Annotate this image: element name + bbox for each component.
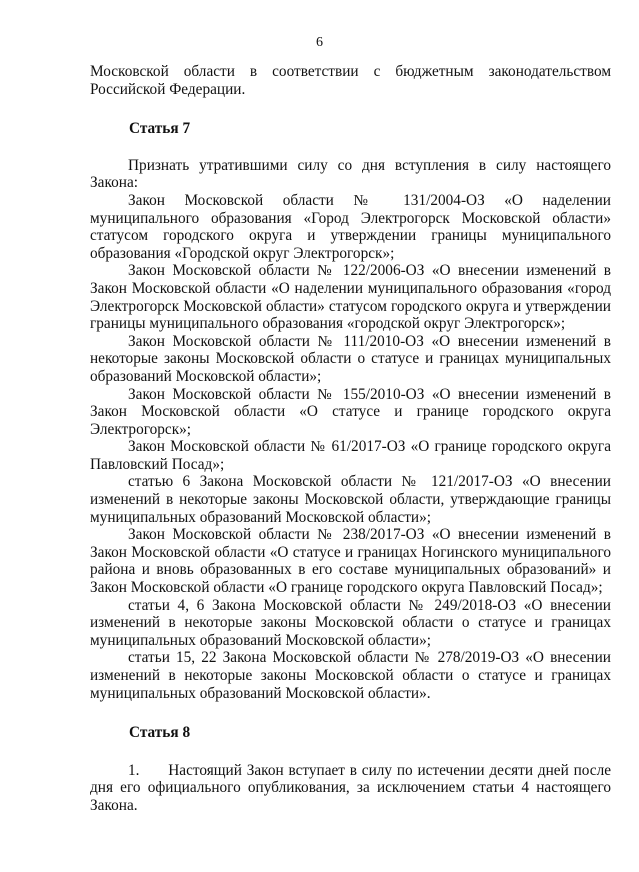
article-7-item: Закон Московской области № 111/2010-ОЗ «О внесении изменений в некоторые законы Московской области о статусе и границах муниципальных образований Московской области»; (90, 332, 611, 385)
intro-paragraph: Московской области в соответствии с бюджетным законодательством Российской Федерации. (90, 63, 611, 98)
article-7-item: статьи 15, 22 Закона Московской области № 278/2019-ОЗ «О внесении изменений в некоторые законы Московской области о статусе и границах муниципальных образований Московской области». (90, 649, 611, 702)
article-7-heading: Статья 7 (129, 120, 191, 138)
article-7-item: Закон Московской области № 122/2006-ОЗ «О внесении изменений в Закон Московской области «О наделении муниципального образования «город Электрогорск Московской области» статусом городского округа и утверждении границы муниципального образования «городской округ Электрогорск»; (90, 262, 611, 333)
article-7-item: статьи 4, 6 Закона Московской области № 249/2018-ОЗ «О внесении изменений в некоторые законы Московской области о статусе и границах муниципальных образований Московской области»; (90, 596, 611, 649)
page-number: 6 (316, 35, 323, 50)
article-7-item: статью 6 Закона Московской области № 121/2017-ОЗ «О внесении изменений в некоторые законы Московской области, утверждающие границы муниципальных образований Московской области»; (90, 473, 611, 526)
article-8-heading: Статья 8 (129, 724, 191, 742)
article-7-item: Закон Московской области № 131/2004-ОЗ «О наделении муниципального образования «Город Электрогорск Московской области» статусом городского округа и утверждении границы муниципального образования «Городской округ Электрогорск»; (90, 191, 611, 262)
article-7-item: Закон Московской области № 155/2010-ОЗ «О внесении изменений в Закон Московской области «О статусе и границе городского округа Электрогорск»; (90, 385, 611, 438)
article-7-item: Закон Московской области № 61/2017-ОЗ «О границе городского округа Павловский Посад»; (90, 438, 611, 473)
article-7-item: Закон Московской области № 238/2017-ОЗ «О внесении изменений в Закон Московской области «О статусе и границах Ногинского муниципального района и вновь образованных в его составе муниципальных образований» и Закон Московской области «О границе городского округа Павловский Посад»; (90, 526, 611, 597)
article-7-lead: Признать утратившими силу со дня вступления в силу настоящего Закона: (90, 156, 611, 192)
document-body (90, 63, 611, 815)
article-8-paragraph-1: 1. Настоящий Закон вступает в силу по истечении десяти дней после дня его официального опубликования, за исключением статьи 4 настоящего Закона. (90, 761, 611, 814)
